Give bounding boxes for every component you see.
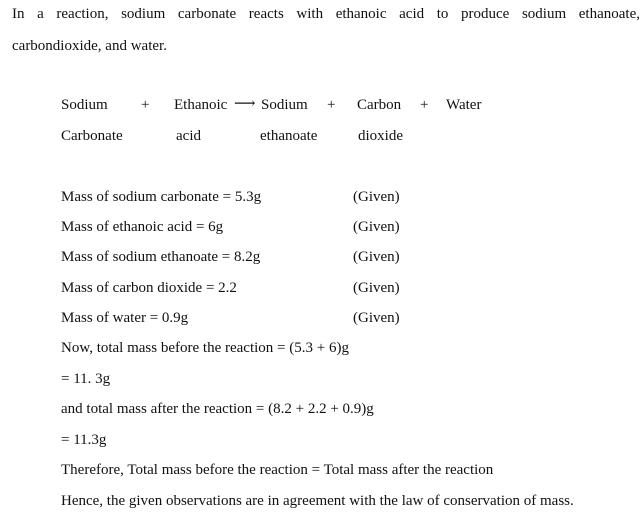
- equation-sodium: Sodium: [61, 97, 108, 113]
- total-before-line: Now, total mass before the reaction = (5.3 + 6)g: [61, 340, 349, 356]
- equation-ethanoate: ethanoate: [260, 128, 318, 144]
- total-before-result: = 11. 3g: [61, 371, 111, 387]
- equation-acid: acid: [176, 128, 201, 144]
- conclusion-line: Hence, the given observations are in agreement with the law of conservation of mass.: [61, 493, 574, 509]
- total-after-result: = 11.3g: [61, 432, 107, 448]
- intro-line-1: In a reaction, sodium carbonate reacts with ethanoic acid to produce sodium ethanoate,: [12, 6, 640, 22]
- total-after-line: and total mass after the reaction = (8.2 + 2.2 + 0.9)g: [61, 401, 374, 417]
- given-note: (Given): [353, 310, 400, 326]
- mass-label: Mass of ethanoic acid = 6g: [61, 219, 224, 235]
- given-note: (Given): [353, 249, 400, 265]
- equation-plus-2: +: [327, 97, 336, 113]
- equation-plus-3: +: [420, 97, 429, 113]
- reaction-arrow-icon: ⟶: [234, 96, 256, 112]
- equation-ethanoic: Ethanoic: [174, 97, 228, 113]
- equation-dioxide: dioxide: [358, 128, 403, 144]
- equation-sodium-2: Sodium: [261, 97, 308, 113]
- given-note: (Given): [353, 280, 400, 296]
- mass-label: Mass of water = 0.9g: [61, 310, 189, 326]
- mass-label: Mass of sodium ethanoate = 8.2g: [61, 249, 261, 265]
- equation-carbonate: Carbonate: [61, 128, 123, 144]
- equation-plus-1: +: [141, 97, 150, 113]
- intro-line-2: carbondioxide, and water.: [12, 38, 167, 54]
- mass-label: Mass of sodium carbonate = 5.3g: [61, 189, 262, 205]
- given-note: (Given): [353, 219, 400, 235]
- therefore-line: Therefore, Total mass before the reaction = Total mass after the reaction: [61, 462, 494, 478]
- given-note: (Given): [353, 189, 400, 205]
- mass-label: Mass of carbon dioxide = 2.2: [61, 280, 237, 296]
- equation-water: Water: [446, 97, 482, 113]
- equation-carbon: Carbon: [357, 97, 402, 113]
